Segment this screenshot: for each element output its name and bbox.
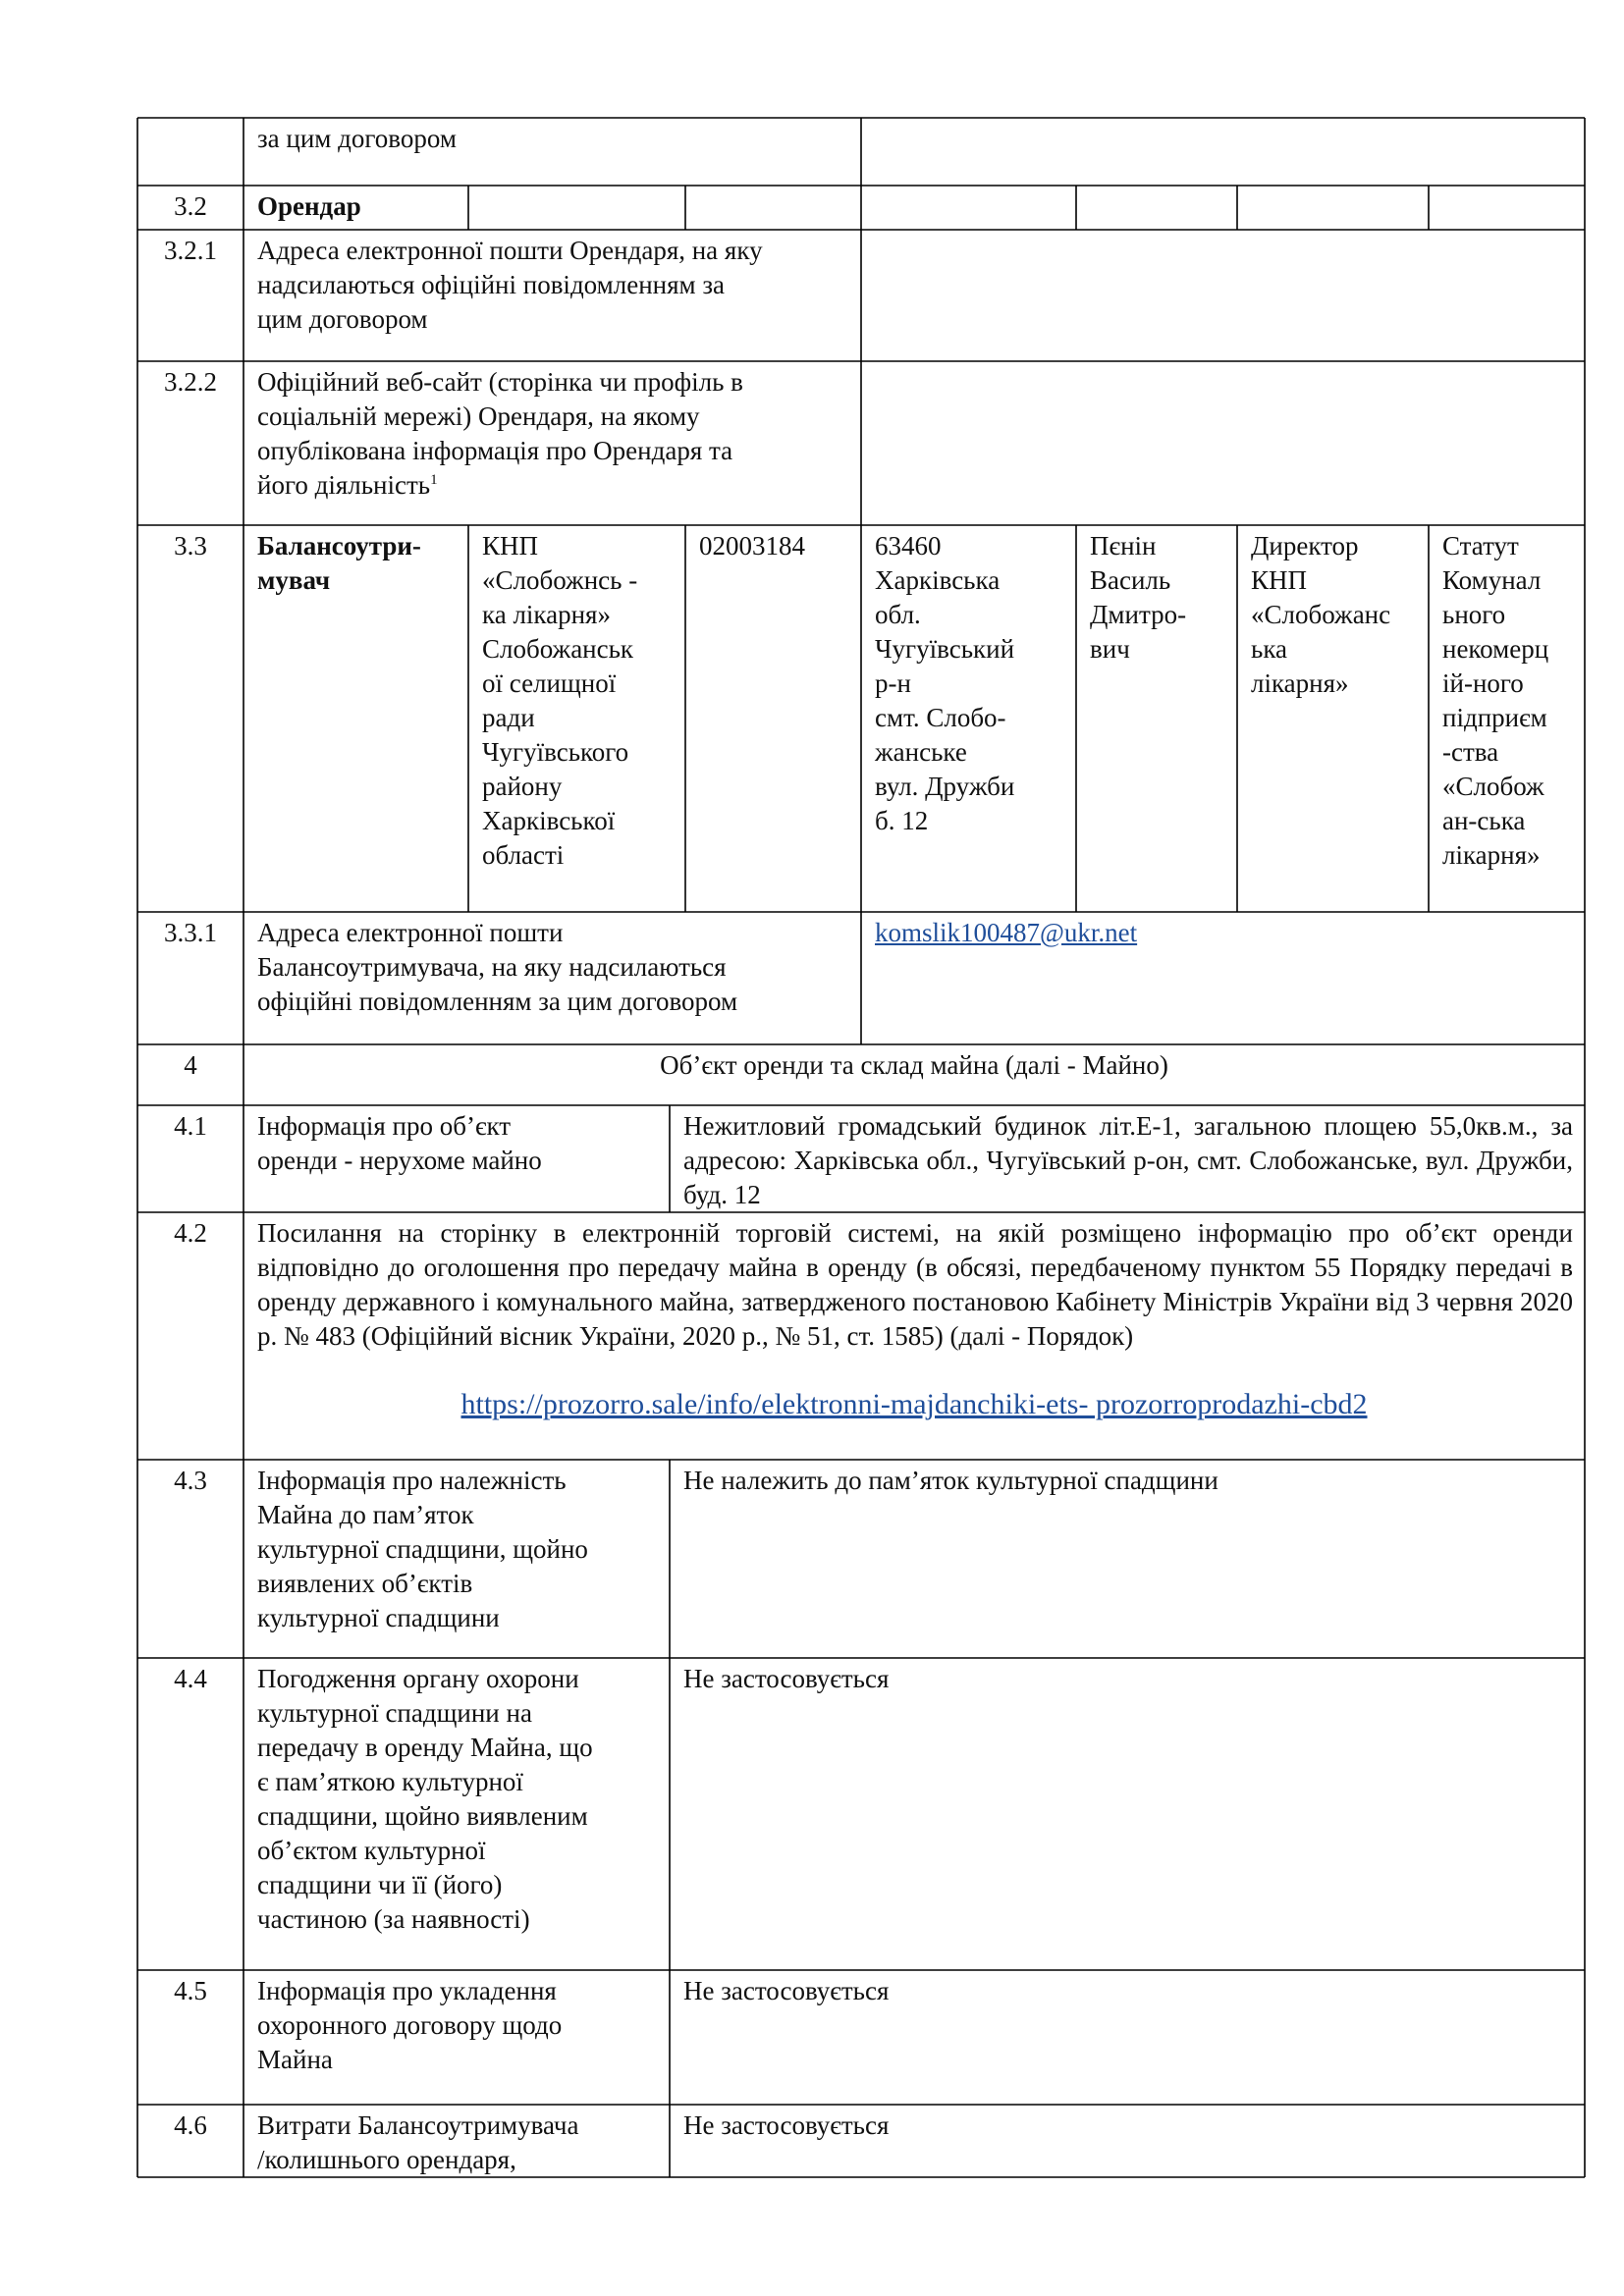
row-number-3-3: 3.3 [174, 531, 207, 561]
balance-holder-email-label: Адреса електронної пошти Балансоутримувача, на яку надсилаються офіційні повідомленням за цим договором [257, 918, 738, 1016]
row-number-4-2: 4.2 [174, 1218, 207, 1248]
row-number-3-2-2: 3.2.2 [164, 367, 217, 397]
row-number-3-3-1: 3.3.1 [164, 918, 217, 947]
tenant-website-label-text: Офіційний веб-сайт (сторінка чи профіль в соціальній мережі) Орендаря, на якому опублікована інформація про Орендаря та його діяльність [257, 367, 743, 500]
balance-holder-email-cell [875, 916, 1562, 950]
balance-holder-code: 02003184 [699, 531, 805, 561]
section-4-title: Об’єкт оренди та склад майна (далі - Майно) [660, 1050, 1168, 1080]
trading-system-link[interactable]: https://prozorro.sale/info/elektronni-majdanchiki-ets- prozorroprodazhi-cbd2 [460, 1388, 1368, 1420]
heritage-approval-label: Погодження органу охорони культурної спадщини на передачу в оренду Майна, що є пам’яткою культурної спадщини, щойно виявленим об’єктом культурної спадщини чи її (його) частиною (за наявності) [257, 1664, 593, 1934]
balance-holder-email-link[interactable]: komslik100487@ukr.net [875, 918, 1138, 947]
row-number-4-4: 4.4 [174, 1664, 207, 1693]
balance-holder-position: Директор КНП «Слобожанс ька лікарня» [1251, 531, 1391, 698]
row-number-3-2: 3.2 [174, 191, 207, 221]
protection-agreement-label: Інформація про укладення охоронного договору щодо Майна [257, 1976, 563, 2074]
row-number-4-6: 4.6 [174, 2110, 207, 2140]
footnote-marker: 1 [430, 472, 438, 488]
tenant-heading: Орендар [257, 191, 361, 221]
expenses-label: Витрати Балансоутримувача /колишнього орендаря, [257, 2110, 579, 2174]
balance-holder-name: КНП «Слобожнсь - ка лікарня» Слобожанськ ої селищної ради Чугуївського району Харківської області [482, 531, 638, 870]
trading-system-text: Посилання на сторінку в електронній торговій системі, на якій розміщено інформацію про об’єкт оренди відповідно до оголошення про передачу майна в оренду (в обсязі, передбаченому пунктом 55 Порядку передачі в оренду державного і комунального майна, затвердженого постановою Кабінету Міністрів України від 3 червня 2020 р. № 483 (Офіційний вісник України, 2020 р., № 51, ст. 1585) (далі - Порядок) [257, 1218, 1573, 1351]
row-number-4-1: 4.1 [174, 1111, 207, 1141]
tenant-website-label [257, 365, 856, 503]
trading-system-link-cell [244, 1386, 1585, 1423]
object-info-label: Інформація про об’єкт оренди - нерухоме майно [257, 1111, 542, 1175]
heritage-value: Не належить до пам’яток культурної спадщини [683, 1466, 1218, 1495]
row-number-4-3: 4.3 [174, 1466, 207, 1495]
protection-agreement-value: Не застосовується [683, 1976, 890, 2005]
tenant-email-label: Адреса електронної пошти Орендаря, на яку надсилаються офіційні повідомленням за цим договором [257, 236, 763, 334]
balance-holder-address: 63460 Харківська обл. Чугуївський р-н смт. Слобо- жанське вул. Дружби б. 12 [875, 531, 1015, 835]
row-number-4: 4 [184, 1050, 197, 1080]
balance-holder-person: Пєнін Василь Дмитро- вич [1090, 531, 1187, 664]
object-info-value: Нежитловий громадський будинок літ.Е-1, загальною площею 55,0кв.м., за адресою: Харківська обл., Чугуївський р-он, смт. Слобожанське, вул. Дружби, буд. 12 [683, 1111, 1573, 1209]
row-number-3-2-1: 3.2.1 [164, 236, 217, 265]
balance-holder-basis: Статут Комунал ьного некомерц ій-ного підприєм -ства «Слобож ан-ська лікарня» [1442, 531, 1549, 870]
expenses-value: Не застосовується [683, 2110, 890, 2140]
continuation-text: за цим договором [257, 124, 457, 153]
heritage-label: Інформація про належність Майна до пам’яток культурної спадщини, щойно виявлених об’єктів культурної спадщини [257, 1466, 588, 1632]
balance-holder-heading: Балансоутри- мувач [257, 531, 421, 595]
row-number-4-5: 4.5 [174, 1976, 207, 2005]
heritage-approval-value: Не застосовується [683, 1664, 890, 1693]
